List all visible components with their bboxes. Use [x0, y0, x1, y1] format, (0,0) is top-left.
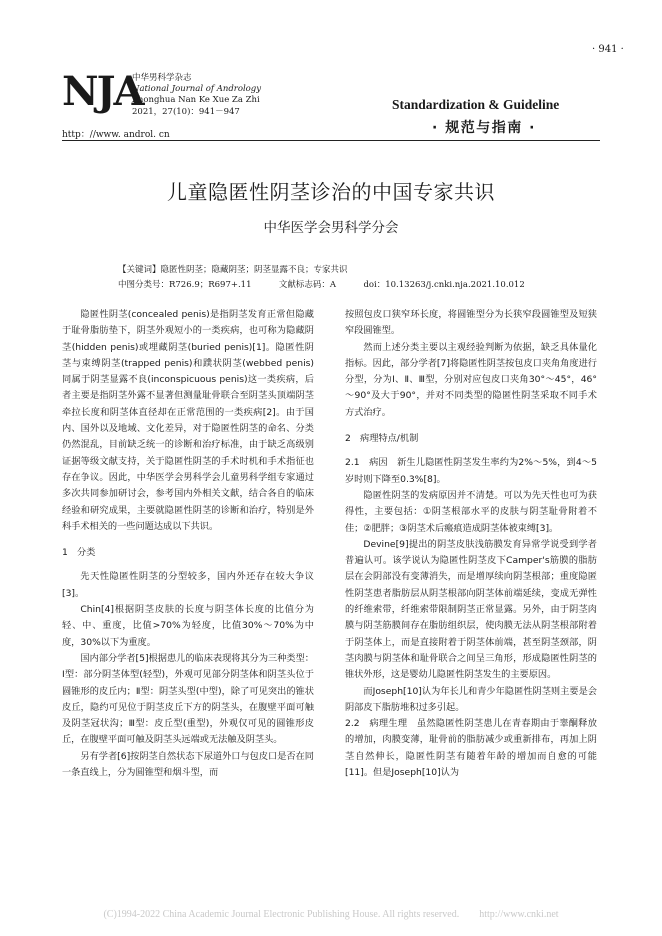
- article-author: 中华医学会男科学分会: [263, 220, 399, 236]
- subsection-paragraph: 2.1 病因 新生儿隐匿性阴茎发生率约为2%～5%，到4～5岁时则下降至0.3%[8]。: [345, 457, 597, 485]
- journal-info: [132, 73, 261, 118]
- right-column: [345, 307, 597, 781]
- body-paragraph: 隐匿性阴茎的发病原因并不清楚。可以为先天性也可为获得性，主要包括：①阴茎根部水平的皮肤与阴茎耻骨附着不佳；②肥胖；③阴茎术后瘢痕造成阴茎体被束缚[3]。: [345, 489, 597, 534]
- body-paragraph: 另有学者[6]按阴茎自然状态下尿道外口与包皮口是否在同一条直线上，分为圆锥型和烟斗型，而: [62, 750, 314, 779]
- page-number: · 941 ·: [592, 44, 624, 55]
- body-paragraph: 国内部分学者[5]根据患儿的临床表现将其分为三种类型：Ⅰ型：部分阴茎体型(轻型)，外观可见部分阴茎体和阴茎头位于圆锥形的皮丘内；Ⅱ型：阴茎头型(中型)，除了可见突出的锥状皮丘，隐约可见位于阴茎皮丘下方的阴茎头，在腹壁平面可触及阴茎冠状沟；Ⅲ型：皮丘型(重型)，外观仅可见的圆锥形皮丘，在腹壁平面可触及阴茎头远端或无法触及阴茎头。: [62, 652, 314, 746]
- copyright-footer: (C)1994-2022 China Academic Journal Electronic Publishing House. All rights reserved. http://www.cnki.net: [103, 909, 559, 920]
- journal-name-en: National Journal of Andrology: [132, 84, 262, 95]
- column-title-cn: · 规范与指南 ·: [432, 120, 536, 136]
- classification-line: [118, 278, 525, 290]
- doi: doi：10.13263/j.cnki.nja.2021.10.012: [363, 280, 525, 290]
- subsection-paragraph: 2.2 病理生理 虽然隐匿性阴茎患儿在青春期由于睾酮释放的增加，肉膜变薄，耻骨前的脂肪减少或重新排布，再加上阴茎自然伸长，隐匿性阴茎有随着年龄的增加而自愈的可能[11]。但是Joseph[10]认为: [345, 718, 597, 779]
- body-paragraph: Devine[9]提出的阴茎皮肤浅筋膜发育异常学说受到学者普遍认可。该学说认为隐匿性阴茎皮下Camper's筋膜的脂肪层在会阴部没有变薄消失，而是增厚续向阴茎根部；重度隐匿性阴茎患者脂肪层从阴茎根部向阴茎体前端延续，变成无弹性的纤维索带，纤维索带限制阴茎正常显露。另外，由于阴茎肉膜与阴茎筋膜间存在脂肪组织层，使肉膜无法从阴茎根部附着于阴茎体上，而是直接附着于阴茎体前端，甚至阴茎颈部，阴茎肉膜与阴茎体和耻骨联合之间呈三角形，形成隐匿性阴茎的锥状外形，这是婴幼儿隐匿性阴茎发生的主要原因。: [345, 538, 597, 681]
- left-column: [62, 307, 314, 781]
- body-paragraph: 先天性隐匿性阴茎的分型较多，国内外还存在较大争议[3]。: [62, 571, 314, 599]
- body-paragraph: Chin[4]根据阴茎皮肤的长度与阴茎体长度的比值分为轻、中、重度，比值>70%为轻度，比值30%～70%为中度，30%以下为重度。: [62, 604, 314, 648]
- journal-website[interactable]: http：//www. androl. cn: [62, 130, 170, 140]
- journal-name-pinyin: Zhonghua Nan Ke Xue Za Zhi: [132, 95, 260, 106]
- keywords: 【关键词】隐匿性阴茎；隐藏阴茎；阴茎显露不良；专家共识: [118, 265, 348, 275]
- class-number: 中图分类号：R726.9；R697+.11: [118, 280, 252, 290]
- section-heading: 2 病理特点/机制: [345, 433, 419, 445]
- document-code: 文献标志码：A: [278, 280, 337, 290]
- journal-issue: 2021，27(10)：941－947: [132, 106, 240, 117]
- journal-name-cn: 中华男科学杂志: [132, 73, 192, 83]
- body-paragraph: 然而上述分类主要以主观经验判断为依据，缺乏具体量化指标。因此，部分学者[7]将隐匿性阴茎按包皮口夹角角度进行分型，分为Ⅰ、Ⅱ、Ⅲ型，分别对应包皮口夹角30°～45°，46°～90°及大于90°，并对不同类型的隐匿性阴茎采取不同手术方式治疗。: [345, 341, 597, 418]
- journal-logo: NJA: [62, 68, 143, 115]
- body-paragraph: 按照包皮口狭窄环长度，将圆锥型分为长狭窄段圆锥型及短狭窄段圆锥型。: [345, 309, 597, 337]
- header-divider: [62, 140, 600, 141]
- body-paragraph: 而Joseph[10]认为年长儿和青少年隐匿性阴茎则主要是会阴部皮下脂肪堆积过多引起。: [345, 685, 597, 713]
- column-title-en: Standardization & Guideline: [392, 97, 560, 112]
- article-title: 儿童隐匿性阴茎诊治的中国专家共识: [167, 180, 495, 204]
- section-heading: 1 分类: [62, 547, 96, 559]
- body-paragraph: 隐匿性阴茎(concealed penis)是指阴茎发育正常但隐藏于耻骨脂肪垫下，阴茎外观短小的一类疾病，也可称为隐藏阴茎(hidden penis)或埋藏阴茎(buried penis)[1]。隐匿性阴茎与束缚阴茎(trapped penis)和蹼状阴茎(webbed penis)同属于阴茎显露不良(inconspicuous penis)这一类疾病，后者主要是指阴茎外露不显著但测量耻骨联合至阴茎头顶端阴茎牵拉长度和阴茎体直径却在正常范围的一类疾病[2]。由于国内、国外以及地域、文化差异，对于隐匿性阴茎的命名、分类仍然混乱，目前缺乏统一的诊断和治疗标准，由于缺乏高级别证据等级文献支持，关于隐匿性阴茎的手术时机和手术指征也存在争议。因此，中华医学会男科学会儿童男科学组专家通过多次共同参加研讨会，参考国内外相关文献，结合各自的临床经验和研究成果，主要就隐匿性阴茎的诊断和治疗，特别是外科手术相关的一些问题达成以下共识。: [62, 309, 314, 532]
